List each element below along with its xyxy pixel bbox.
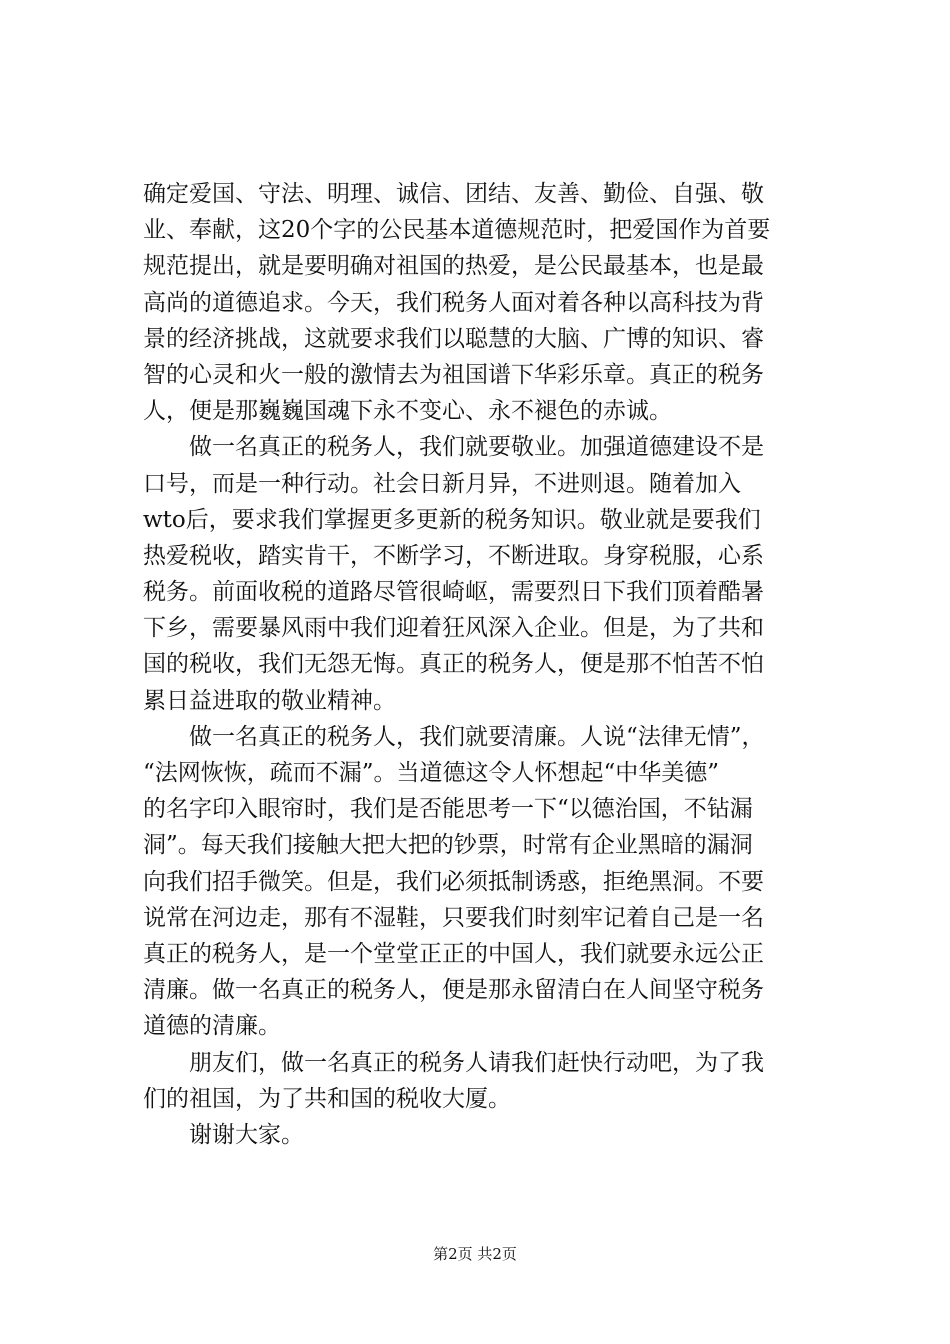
text-line: 道德的清廉。	[143, 1013, 281, 1040]
text-line: 确定爱国、守法、明理、诚信、团结、友善、勤俭、自强、敬	[143, 181, 764, 207]
text-line: 谢谢大家。	[189, 1121, 304, 1148]
text-line: 清廉。做一名真正的税务人，便是那永留清白在人间坚守税务	[143, 977, 764, 1004]
document-body	[143, 176, 833, 1153]
text-line: 真正的税务人，是一个堂堂正正的中国人，我们就要永远公正	[143, 940, 764, 967]
text-line: 做一名真正的税务人，我们就要敬业。加强道德建设不是	[189, 434, 764, 461]
text-line: 高尚的道德追求。今天，我们税务人面对着各种以高科技为背	[143, 289, 764, 316]
text-line: 下乡，需要暴风雨中我们迎着狂风深入企业。但是，为了共和	[143, 615, 764, 642]
text-line: “法网恢恢，疏而不漏”。当道德这令人怀想起“中华美德”	[143, 760, 720, 786]
text-line: 人，便是那巍巍国魂下永不变心、永不褪色的赤诚。	[143, 398, 672, 425]
text-line: 说常在河边走，那有不湿鞋，只要我们时刻牢记着自己是一名	[143, 904, 764, 931]
text-line: 国的税收，我们无怨无悔。真正的税务人，便是那不怕苦不怕	[143, 651, 764, 678]
text-line: 热爱税收，踏实肯干，不断学习，不断进取。身穿税服，心系	[143, 542, 764, 569]
text-line: 的名字印入眼帘时，我们是否能思考一下“以德治国，不钻漏	[143, 796, 753, 823]
text-line: 们的祖国，为了共和国的税收大厦。	[143, 1085, 511, 1112]
text-line: 向我们招手微笑。但是，我们必须抵制诱惑，拒绝黑洞。不要	[143, 868, 764, 895]
text-line: 税务。前面收税的道路尽管很崎岖，需要烈日下我们顶着酷暑	[143, 579, 764, 606]
text-line: 景的经济挑战，这就要求我们以聪慧的大脑、广博的知识、睿	[143, 325, 764, 352]
text-line: 累日益进取的敬业精神。	[143, 687, 396, 714]
text-line: 业、奉献，这20个字的公民基本道德规范时，把爱国作为首要	[143, 217, 771, 244]
page-footer: 第2页 共2页	[433, 1245, 517, 1263]
text-line: wto后，要求我们掌握更多更新的税务知识。敬业就是要我们	[143, 506, 761, 533]
text-line: 口号，而是一种行动。社会日新月异，不进则退。随着加入	[143, 470, 741, 497]
text-line: 规范提出，就是要明确对祖国的热爱，是公民最基本，也是最	[143, 253, 764, 280]
text-line: 洞”。每天我们接触大把大把的钞票，时常有企业黑暗的漏洞	[143, 832, 753, 859]
text-line: 智的心灵和火一般的激情去为祖国谱下华彩乐章。真正的税务	[143, 361, 764, 388]
text-line: 朋友们，做一名真正的税务人请我们赶快行动吧，为了我	[189, 1049, 764, 1076]
text-line: 做一名真正的税务人，我们就要清廉。人说“法律无情”，	[189, 723, 765, 750]
